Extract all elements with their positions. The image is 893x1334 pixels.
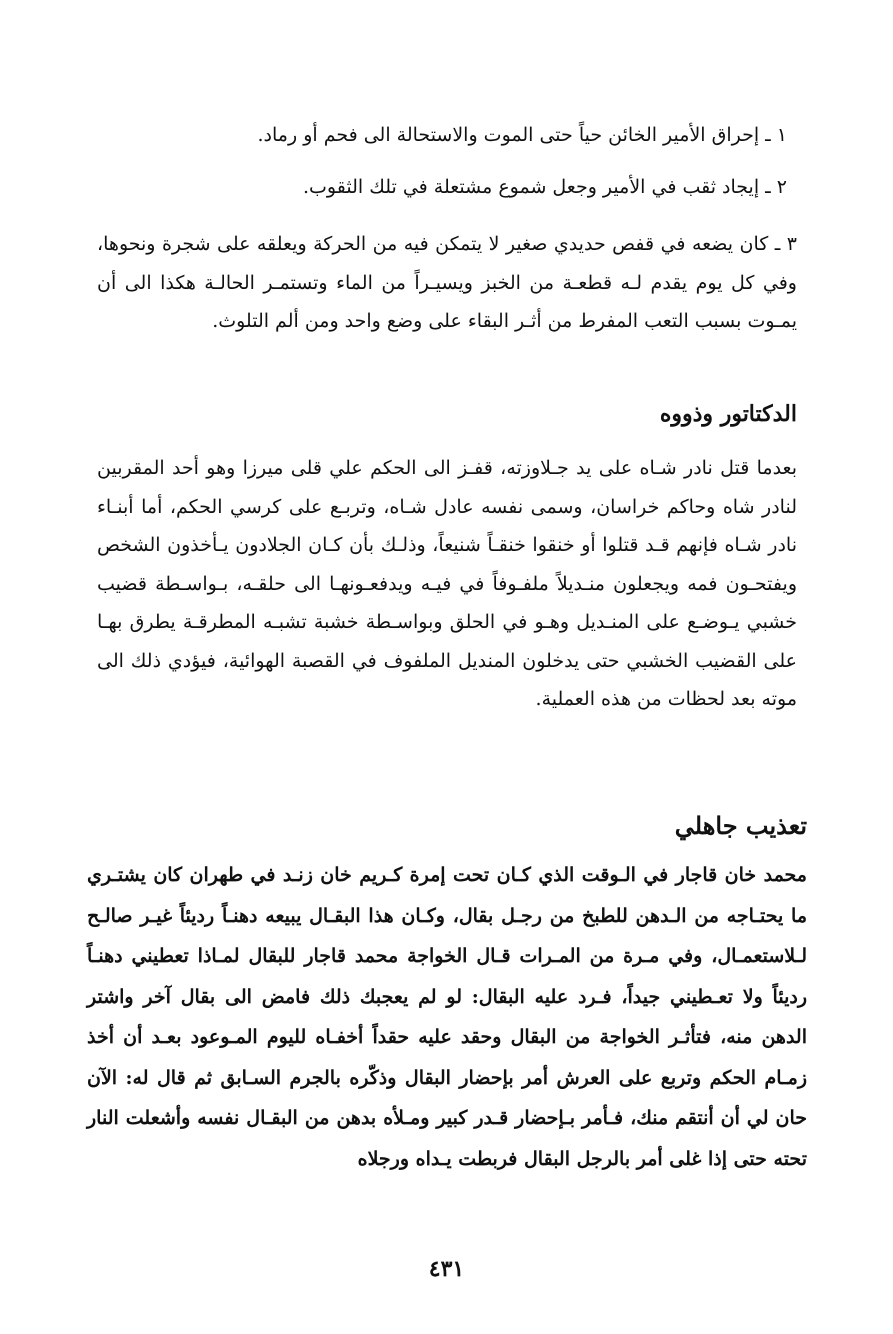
page-number: ٤٣١ <box>428 1256 465 1282</box>
paragraph-torture: محمد خان قاجار في الـوقت الذي كـان تحت إمرة كـريم خان زنـد في طهران كان يشتـري ما يحتـاجه من الـدهن للطبخ من رجـل بقال، وكـان هذا البقـال يبيعه دهنـاً رديئاً غيـر صالـح لـلاستعمـال، وفي مـرة من المـرات قـال الخواجة محمد قاجار للبقال لمـاذا تعطيني دهنـاً رديئاً ولا تعـطيني جيداً، فـرد عليه البقال: لو لم يعجبك ذلك فامض الى بقال آخر واشتر الدهن منه، فتأثـر الخواجة من البقال وحقد عليه حقداً أخفـاه لليوم المـوعود بعـد أن أخذ زمـام الحكم وتربع على العرش أمر بإحضار البقال وذكّره بالجرم السـابق ثم قال له: الآن حان لي أن أنتقم منك، فـأمر بـإحضار قـدر كبير ومـلأه بدهن من البقـال نفسه وأشعلت النار تحته حتى إذا غلى أمر بالرجل البقال فربطت يـداه ورجلاه <box>87 864 807 1170</box>
list-item-1: ١ ـ إحراق الأمير الخائن حياً حتى الموت والاستحالة الى فحم أو رماد. <box>257 124 787 146</box>
paragraph-dictator: بعدما قتل نادر شـاه على يد جـلاوزته، قفـز الى الحكم علي قلى ميرزا وهو أحد المقربين لنادر شاه وحاكم خراسان، وسمى نفسه عادل شـاه، وتربـع على كرسي الحكم، أما أبنـاء نادر شـاه فإنهم قـد قتلوا أو خنقوا خنقـاً شنيعاً، وذلـك بأن كـان الجلادون يـأخذون الشخص ويفتحـون فمه ويجعلون منـديلاً ملفـوفاً في فيـه ويدفعـونهـا الى حلقـه، بـواسـطة قضيب خشبي يـوضـع على المنـديل وهـو في الحلق وبواسـطة خشبة تشبـه المطرقـة يطرق بهـا على القضيب الخشبي حتى يدخلون المنديل الملفوف في القصبة الهوائية، فيؤدي ذلك الى موته بعد لحظات من هذه العملية. <box>97 457 797 710</box>
list-item-3: ٣ ـ كان يضعه في قفص حديدي صغير لا يتمكن فيه من الحركة ويعلقه على شجرة ونحوها، وفي كل يوم يقدم لـه قطعـة من الخبز ويسيـراً من الماء وتستمـر الحالـة هكذا الى أن يمـوت بسبب التعب المفرط من أثـر البقاء على وضع واحد ومن ألم التلوث. <box>97 233 797 332</box>
section-heading-torture: تعذيب جاهلي <box>674 811 807 840</box>
section-heading-dictator: الدكتاتور وذووه <box>659 401 797 427</box>
list-item-2: ٢ ـ إيجاد ثقب في الأمير وجعل شموع مشتعلة في تلك الثقوب. <box>303 176 787 198</box>
